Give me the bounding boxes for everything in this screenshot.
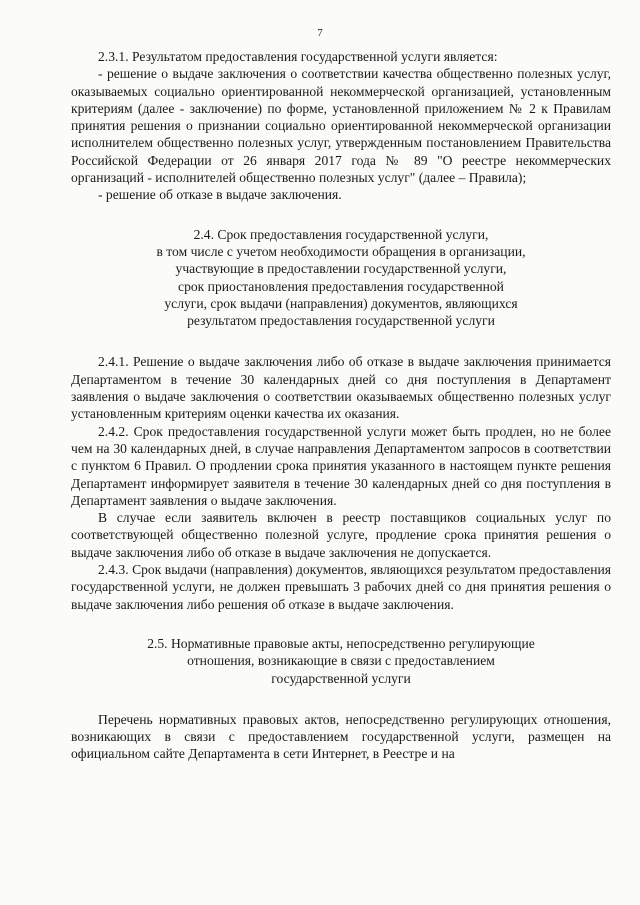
paragraph-2-5: Перечень нормативных правовых актов, непосредственно регулирующих отношения, возникающих в связи с предоставлением государственной услуги, размещен на официальном сайте Департамента в сети Интернет, в Реестре и на bbox=[71, 711, 611, 762]
heading-line: результатом предоставления государственной услуги bbox=[187, 313, 495, 329]
page-number: 7 bbox=[317, 27, 323, 39]
section-2-5-heading bbox=[71, 635, 611, 687]
heading-line: в том числе с учетом необходимости обращения в организации, bbox=[156, 243, 526, 259]
result-item-issue-conclusion: - решение о выдаче заключения о соответствии качества общественно полезных услуг, оказываемых социально ориентированной некоммерческой организацией, установленным критериям (далее - заключение) по форме, установленной приложением № 2 к Правилам принятия решения о признании социально ориентированной некоммерческой организации исполнителем общественно полезных услуг, утвержденным постановлением Правительства Российской Федерации от 26 января 2017 года № 89 "О реестре некоммерческих организаций - исполнителей общественно полезных услуг" (далее – Правила); bbox=[71, 66, 611, 186]
section-2-3-1-intro: 2.3.1. Результатом предоставления государственной услуги является: bbox=[98, 49, 498, 64]
paragraph-2-4-2-continued: В случае если заявитель включен в реестр поставщиков социальных услуг по соответствующей общественно полезной услуге, продление срока принятия решения о выдаче заключения либо об отказе в выдаче заключения не допускается. bbox=[71, 510, 611, 560]
document-body bbox=[71, 48, 611, 763]
heading-line: услуги, срок выдачи (направления) документов, являющихся bbox=[164, 295, 518, 311]
paragraph-2-4-1: 2.4.1. Решение о выдаче заключения либо об отказе в выдаче заключения принимается Департаментом в течение 30 календарных дней со дня поступления в Департамент заявления о выдаче заключения о соответствии оказываемых общественно полезных услуг установленным критериям оценки качества их оказания. bbox=[71, 354, 611, 422]
heading-line: участвующие в предоставлении государственной услуги, bbox=[175, 261, 507, 277]
paragraph-2-4-2: 2.4.2. Срок предоставления государственной услуги может быть продлен, но не более чем на 30 календарных дней, в случае направления Департаментом запросов в соответствии с пунктом 6 Правил. О продлении срока принятия указанного в настоящем пункте решения Департамент информирует заявителя в течение 30 календарных дней со дня поступления в Департамент заявления о выдаче заключения. bbox=[71, 423, 611, 508]
paragraph-2-4-3: 2.4.3. Срок выдачи (направления) документов, являющихся результатом предоставления государственной услуги, не должен превышать 3 рабочих дней со дня принятия решения о выдаче заключения либо решения об отказе в выдаче заключения. bbox=[71, 562, 611, 612]
heading-line: государственной услуги bbox=[271, 670, 411, 686]
heading-line: срок приостановления предоставления государственной bbox=[178, 278, 504, 294]
heading-line: 2.5. Нормативные правовые акты, непосредственно регулирующие bbox=[147, 635, 535, 651]
result-item-refusal: - решение об отказе в выдаче заключения. bbox=[98, 187, 342, 203]
heading-line: 2.4. Срок предоставления государственной услуги, bbox=[193, 226, 489, 242]
heading-line: отношения, возникающие в связи с предоставлением bbox=[187, 653, 495, 669]
section-2-4-heading bbox=[71, 226, 611, 330]
